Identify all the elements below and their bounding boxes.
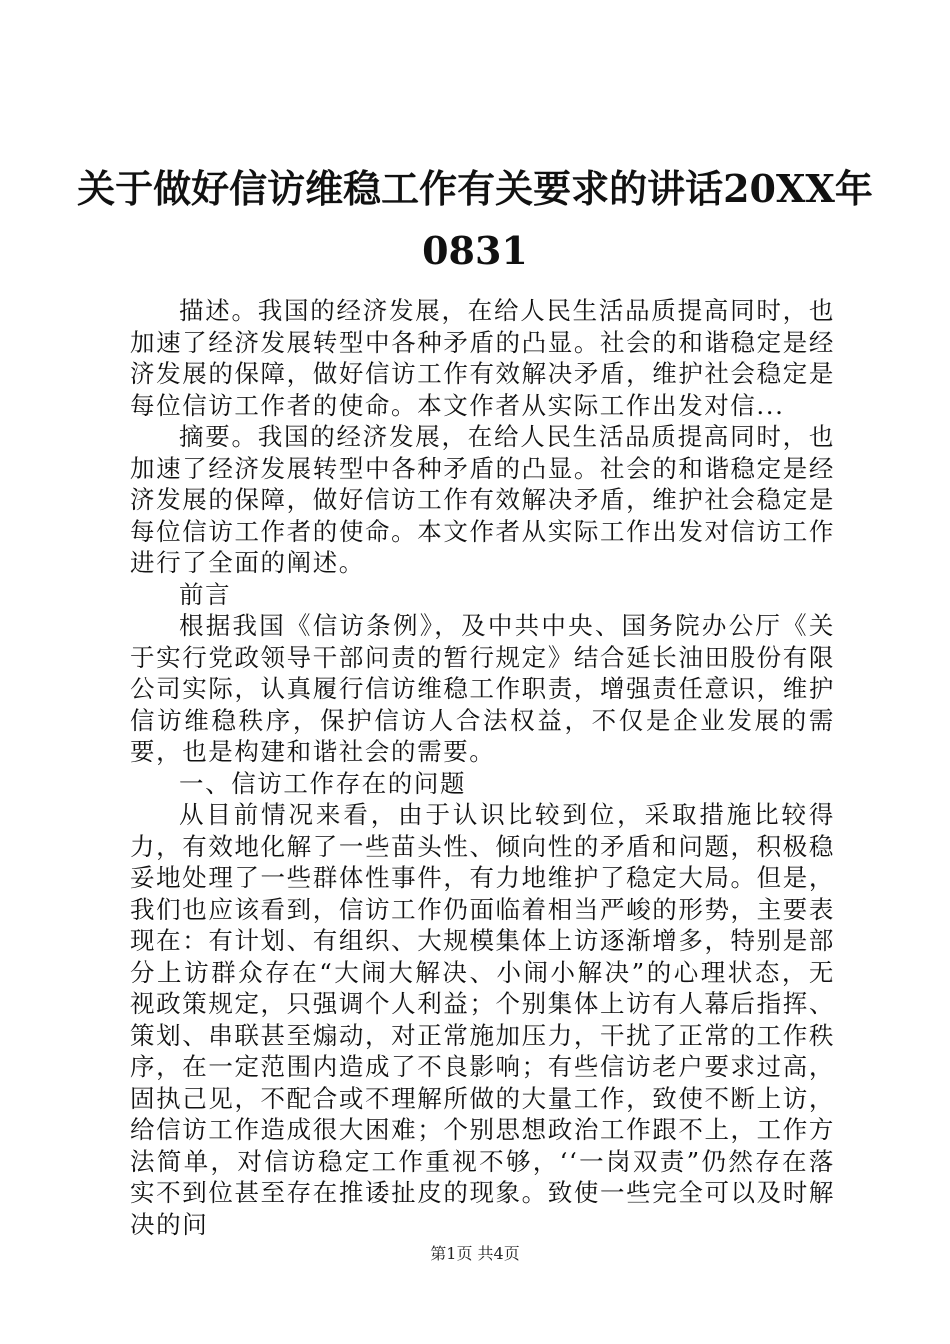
paragraph-preface: 根据我国《信访条例》，及中共中央、国务院办公厅《关于实行党政领导干部问责的暂行规定》结合延长油田股份有限公司实际，认真履行信访维稳工作职责，增强责任意识，维护信访维稳秩序，保护信访人合法权益，不仅是企业发展的需要，也是构建和谐社会的需要。 (130, 611, 835, 766)
page-number-footer: 第1页 共4页 (430, 1244, 520, 1263)
paragraph-section-1: 从目前情况来看，由于认识比较到位，采取措施比较得力，有效地化解了一些苗头性、倾向性的矛盾和问题，积极稳妥地处理了一些群体性事件，有力地维护了稳定大局。但是，我们也应该看到，信访工作仍面临着相当严峻的形势，主要表现在：有计划、有组织、大规模集体上访逐渐增多，特别是部分上访群众存在“大闹大解决、小闹小解决”的心理状态，无视政策规定，只强调个人利益；个别集体上访有人幕后指挥、策划、串联甚至煽动，对正常施加压力，干扰了正常的工作秩序，在一定范围内造成了不良影响；有些信访老户要求过高，固执己见，不配合或不理解所做的大量工作，致使不断上访，给信访工作造成很大困难；个别思想政治工作跟不上，工作方法简单，对信访稳定工作重视不够，‘‘一岗双责”仍然存在落实不到位甚至存在推诿扯皮的现象。致使一些完全可以及时解决的问 (130, 800, 835, 1239)
heading-preface: 前言 (179, 579, 232, 609)
document-title: 关于做好信访维稳工作有关要求的讲话20XX年0831 (77, 166, 873, 273)
document-body (130, 295, 835, 1240)
paragraph-description: 描述。我国的经济发展，在给人民生活品质提高同时，也加速了经济发展转型中各种矛盾的凸显。社会的和谐稳定是经济发展的保障，做好信访工作有效解决矛盾，维护社会稳定是每位信访工作者的使命。本文作者从实际工作出发对信... (130, 296, 835, 420)
paragraph-abstract: 摘要。我国的经济发展，在给人民生活品质提高同时，也加速了经济发展转型中各种矛盾的凸显。社会的和谐稳定是经济发展的保障，做好信访工作有效解决矛盾，维护社会稳定是每位信访工作者的使命。本文作者从实际工作出发对信访工作进行了全面的阐述。 (130, 422, 835, 577)
heading-section-1: 一、信访工作存在的问题 (179, 768, 467, 798)
